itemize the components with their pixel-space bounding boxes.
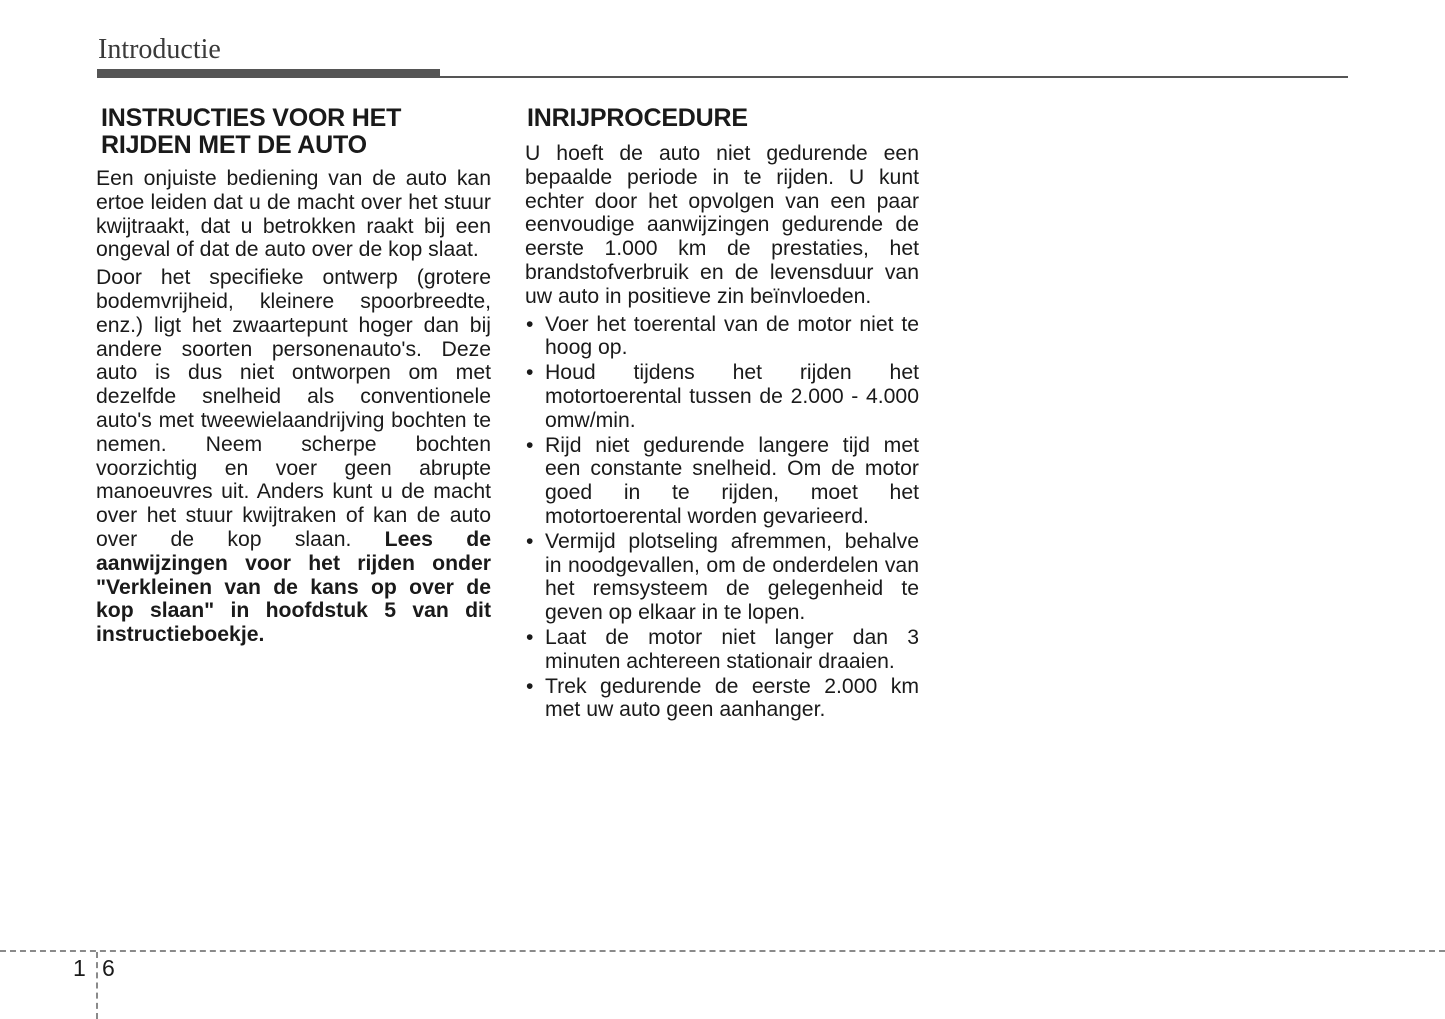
header-rule-thin [440,76,1348,78]
bullet-icon: • [526,674,534,698]
right-intro-paragraph: U hoeft de auto niet gedurende een bepaalde periode in te rijden. U kunt echter door het opvolgen van een paar eenvoudige aanwijzingen gedurende de eerste 1.000 km de prestaties, het brandstofverbruik en de levensduur van uw auto in positieve zin beïnvloeden. [525,142,919,308]
list-item [525,626,919,674]
list-item [525,530,919,625]
header-rule-thick [97,69,440,78]
left-column [96,105,491,651]
section-title: Introductie [98,34,221,65]
left-heading [101,105,491,159]
bullet-icon: • [526,361,534,385]
page-number: 6 [102,955,115,981]
bullet-icon: • [526,625,534,649]
right-column [525,105,919,723]
footer-dashed-rule [0,950,1445,952]
list-item-text: Voer het toerental van de motor niet te hoog op. [545,312,919,360]
list-item [525,434,919,529]
bullet-icon: • [526,312,534,336]
chapter-number: 1 [73,955,86,981]
list-item [525,361,919,432]
left-heading-line2: RIJDEN MET DE AUTO [101,131,367,159]
bullet-icon: • [526,433,534,457]
left-paragraph-2-text: Door het specifieke ontwerp (grotere bodemvrijheid, kleinere spoorbreedte, enz.) ligt het zwaartepunt hoger dan bij andere soorten personenauto's. Deze auto is dus niet ontworpen om met dezelfde snelheid als conventionele auto's met tweewielaandrijving bochten te nemen. Neem scherpe bochten voorzichtig en voer geen abrupte manoeuvres uit. Anders kunt u de macht over het stuur kwijtraken of kan de auto over de kop slaan. [96,266,491,551]
right-heading: INRIJPROCEDURE [527,104,748,132]
footer-dashed-divider [96,952,98,1019]
left-paragraph-2-bold: Lees de aanwijzingen voor het rijden onder "Verkleinen van de kans op over de kop slaan" in hoofdstuk 5 van dit instructieboekje. [96,527,491,647]
list-item [525,313,919,361]
left-paragraph-2 [96,266,491,647]
bullet-icon: • [526,529,534,553]
list-item-text: Trek gedurende de eerste 2.000 km met uw auto geen aanhanger. [545,674,919,722]
left-paragraph-1: Een onjuiste bediening van de auto kan ertoe leiden dat u de macht over het stuur kwijtraakt, dat u betrokken raakt bij een ongeval of dat de auto over de kop slaat. [96,167,491,262]
bullet-list [525,313,919,723]
list-item-text: Vermijd plotseling afremmen, behalve in noodgevallen, om de onderdelen van het remsysteem de gelegenheid te geven op elkaar in te lopen. [545,529,919,625]
left-heading-line1: INSTRUCTIES VOOR HET [101,104,402,132]
list-item-text: Laat de motor niet langer dan 3 minuten achtereen stationair draaien. [545,625,919,673]
list-item-text: Rijd niet gedurende langere tijd met een constante snelheid. Om de motor goed in te rijden, moet het motortoerental worden gevarieerd. [545,433,919,528]
list-item-text: Houd tijdens het rijden het motortoerental tussen de 2.000 - 4.000 omw/min. [545,361,919,432]
list-item [525,675,919,723]
